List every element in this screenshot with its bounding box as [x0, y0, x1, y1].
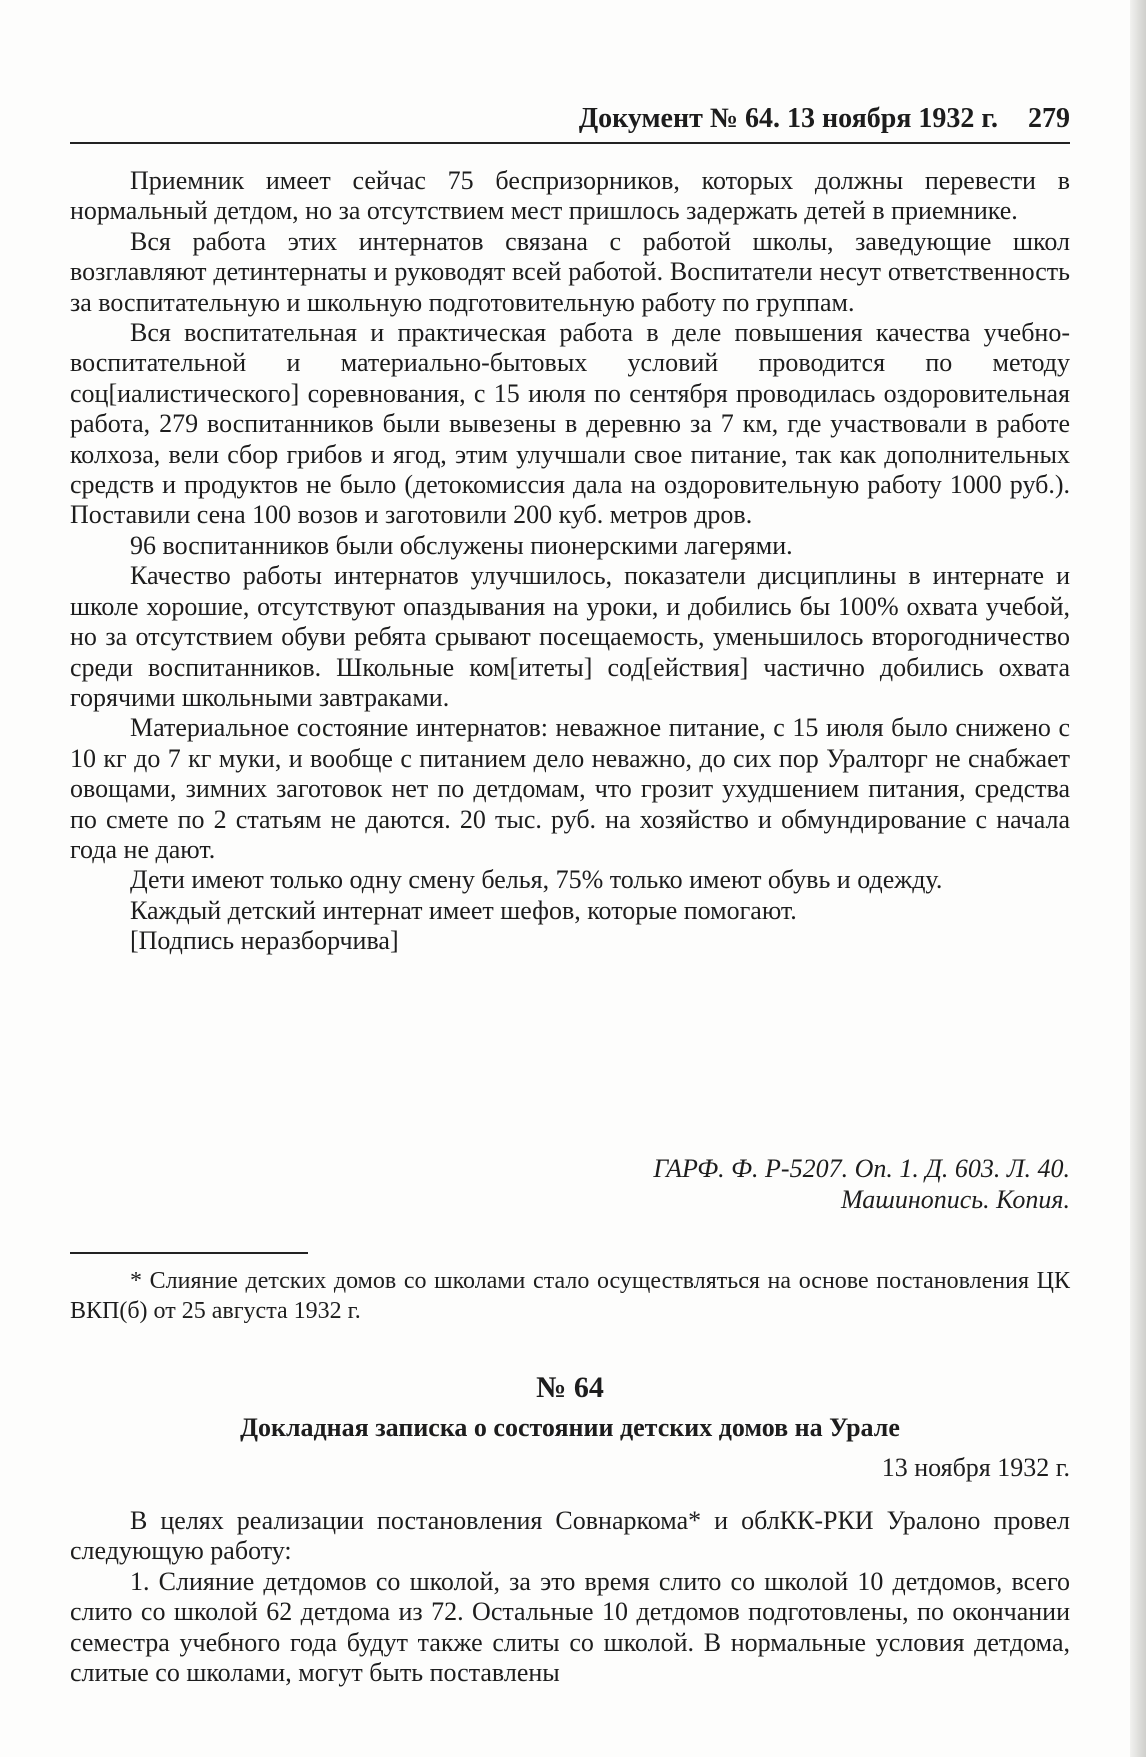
footnote: * Слияние детских домов со школами стало осуществляться на основе постановления ЦК ВКП(б) от 25 августа 1932 г.: [70, 1268, 1070, 1324]
copy-type: Машинопись. Копия.: [840, 1185, 1070, 1214]
document-body: [70, 1506, 1070, 1688]
paragraph: Дети имеют только одну смену белья, 75% только имеют обувь и одежду.: [130, 865, 943, 895]
page-number: 279: [1028, 103, 1070, 134]
page-edge-shadow: [1130, 0, 1146, 1757]
archive-reference: ГАРФ. Ф. Р-5207. Оп. 1. Д. 603. Л. 40.: [653, 1154, 1070, 1183]
paragraph: Вся воспитательная и практическая работа в деле повышения качества учебно-воспитательной и материально-бытовых условий проводится по методу соц[иалистического] соревнования, с 15 июля по сентября проводилась оздоровительная работа, 279 воспитанников были вывезены в деревню за 7 км, где участвовали в работе колхоза, вели сбор грибов и ягод, этим улучшали свое питание, так как дополнительных средств и продуктов не было (детокомиссия дала на оздоровительную работу 1000 руб.). Поставили сена 100 возов и заготовили 200 куб. метров дров.: [70, 318, 1070, 530]
header-rule: [70, 142, 1070, 144]
footnote-rule: [70, 1252, 308, 1254]
paragraph: Приемник имеет сейчас 75 беспризорников, которых должны перевести в нормальный детдом, но за отсутствием мест пришлось задержать детей в приемнике.: [70, 166, 1070, 226]
paragraph: Материальное состояние интернатов: неважное питание, с 15 июля было снижено с 10 кг до 7 кг муки, и вообще с питанием дело неважно, до сих пор Уралторг не снабжает овощами, зимних заготовок нет по детдомам, что грозит ухудшением питания, средства по смете по 2 статьям не даются. 20 тыс. руб. на хозяйство и обмундирование с начала года не дают.: [70, 713, 1070, 864]
paragraph: Качество работы интернатов улучшилось, показатели дисциплины в интернате и школе хорошие, отсутствуют опаздывания на уроки, и добились бы 100% охвата учебой, но за отсутствием обуви ребята срывают посещаемость, уменьшилось второгодничество среди воспитанников. Школьные ком[итеты] сод[ействия] частично добились охвата горячими школьными завтраками.: [70, 561, 1070, 712]
document-number: № 64: [536, 1371, 604, 1404]
archive-source: [70, 1153, 1070, 1215]
document-title: Докладная записка о состоянии детских домов на Урале: [240, 1413, 900, 1442]
running-title: Документ № 64. 13 ноября 1932 г.: [578, 103, 998, 134]
paragraph: В целях реализации постановления Совнаркома* и облКК-РКИ Уралоно провел следующую работу:: [70, 1506, 1070, 1566]
paragraph: Вся работа этих интернатов связана с работой школы, заведующие школ возглавляют детинтернаты и руководят всей работой. Воспитатели несут ответственность за воспитательную и школьную подготовительную работу по группам.: [70, 226, 1070, 317]
previous-document-body: [70, 166, 1070, 957]
running-header: [70, 102, 1070, 136]
signature-note: [Подпись неразборчива]: [130, 926, 399, 956]
paragraph: 96 воспитанников были обслужены пионерскими лагерями.: [130, 530, 793, 560]
paragraph: 1. Слияние детдомов со школой, за это время слито со школой 10 детдомов, всего слито со школой 62 детдома из 72. Остальные 10 детдомов подготовлены, по окончании семестра учебного года будут также слиты со школой. В нормальные условия детдома, слитые со школами, могут быть поставлены: [70, 1566, 1070, 1688]
document-date: 13 ноября 1932 г.: [881, 1453, 1070, 1482]
paragraph: Каждый детский интернат имеет шефов, которые помогают.: [130, 895, 797, 925]
